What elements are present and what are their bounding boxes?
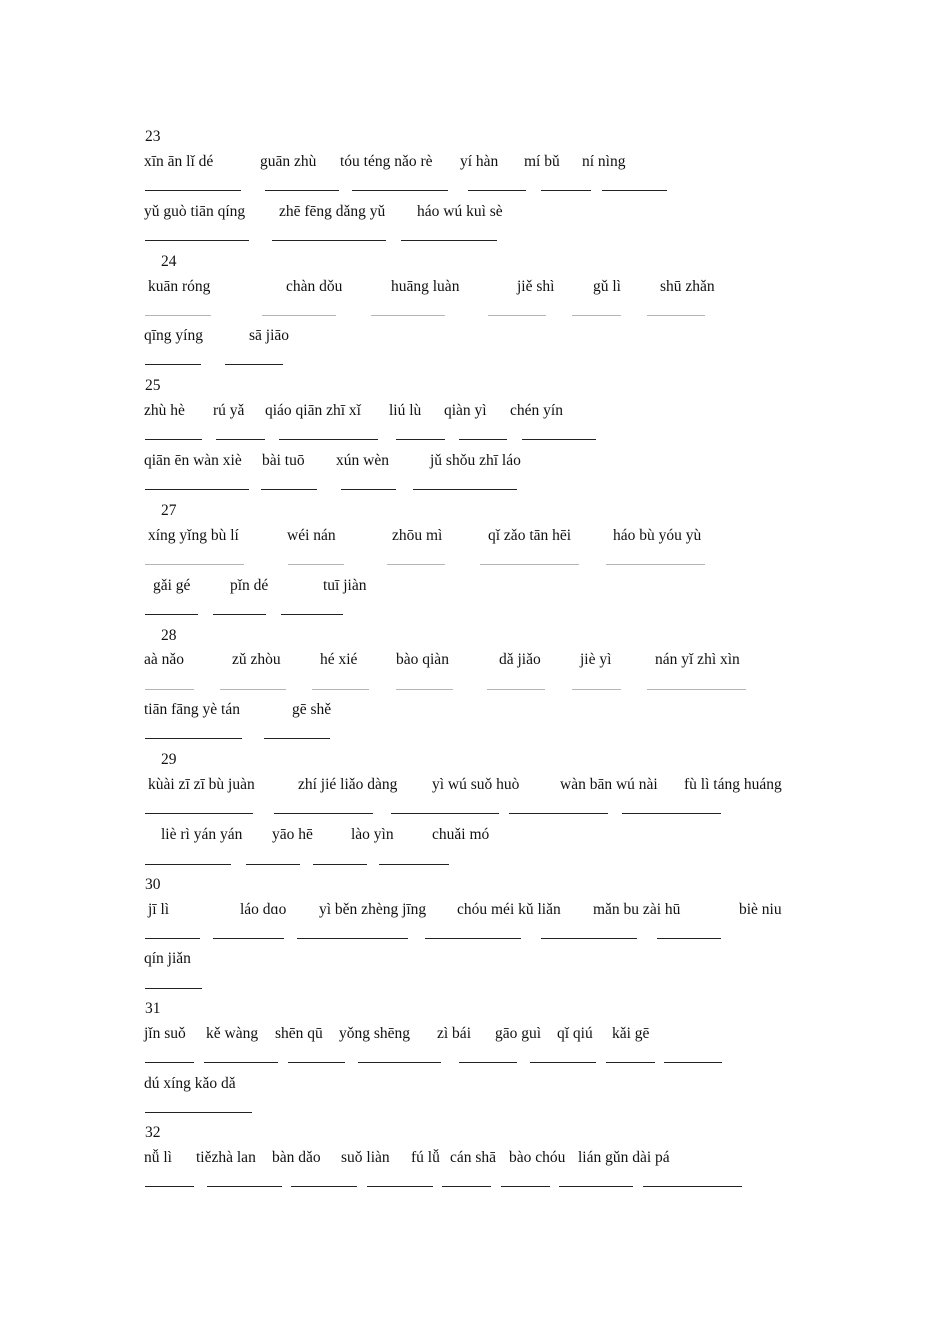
- answer-blank[interactable]: [291, 1186, 357, 1187]
- answer-blank[interactable]: [264, 738, 330, 739]
- answer-blank[interactable]: [281, 614, 343, 615]
- pinyin-word: guān zhù: [260, 153, 317, 170]
- section-number: 31: [145, 1000, 161, 1017]
- pinyin-word: liú lù: [389, 402, 422, 419]
- pinyin-word: tiān fāng yè tán: [144, 701, 240, 718]
- pinyin-word: kuān róng: [148, 278, 211, 295]
- pinyin-word: jǔ shǒu zhī láo: [430, 452, 521, 469]
- answer-blank[interactable]: [265, 190, 339, 191]
- answer-blank[interactable]: [459, 439, 507, 440]
- pinyin-word: kǎi gē: [612, 1025, 650, 1042]
- pinyin-word: cán shā: [450, 1149, 497, 1166]
- pinyin-word: mǎn bu zài hū: [593, 901, 681, 918]
- answer-blank[interactable]: [213, 938, 284, 939]
- pinyin-word: háo bù yóu yù: [613, 527, 702, 544]
- pinyin-word: liè rì yán yán: [161, 826, 243, 843]
- pinyin-word: yǔ guò tiān qíng: [144, 203, 246, 220]
- pinyin-word: shū zhǎn: [660, 278, 715, 295]
- answer-blank[interactable]: [602, 190, 667, 191]
- pinyin-word: yì wú suǒ huò: [432, 776, 520, 793]
- answer-blank[interactable]: [272, 240, 386, 241]
- pinyin-word: rú yǎ: [213, 402, 245, 419]
- pinyin-word: jiè yì: [580, 651, 612, 668]
- answer-blank[interactable]: [288, 1062, 345, 1063]
- answer-blank[interactable]: [145, 738, 242, 739]
- pinyin-word: qǐ zǎo tān hēi: [488, 527, 572, 544]
- pinyin-word: gē shě: [292, 701, 332, 718]
- answer-blank[interactable]: [401, 240, 497, 241]
- pinyin-word: suǒ liàn: [341, 1149, 390, 1166]
- answer-blank[interactable]: [274, 813, 373, 814]
- pinyin-word: chén yín: [510, 402, 563, 419]
- pinyin-word: biè niu: [739, 901, 782, 918]
- answer-blank[interactable]: [145, 564, 244, 565]
- answer-blank[interactable]: [145, 864, 231, 865]
- answer-blank[interactable]: [425, 938, 521, 939]
- answer-blank[interactable]: [220, 689, 286, 690]
- answer-blank[interactable]: [145, 1062, 194, 1063]
- answer-blank[interactable]: [288, 564, 344, 565]
- pinyin-word: dú xíng kǎo dǎ: [144, 1075, 236, 1092]
- pinyin-word: qīng yíng: [144, 327, 203, 344]
- answer-blank[interactable]: [488, 315, 546, 316]
- answer-blank[interactable]: [396, 689, 453, 690]
- answer-blank[interactable]: [313, 864, 367, 865]
- answer-blank[interactable]: [647, 689, 746, 690]
- pinyin-word: jī lì: [148, 901, 170, 918]
- pinyin-word: zhōu mì: [392, 527, 443, 544]
- section-number: 25: [145, 377, 161, 394]
- pinyin-word: láo dɑo: [240, 901, 287, 918]
- answer-blank[interactable]: [480, 564, 579, 565]
- pinyin-word: fù lì táng huáng: [684, 776, 782, 793]
- pinyin-word: xún wèn: [336, 452, 389, 469]
- answer-blank[interactable]: [442, 1186, 491, 1187]
- answer-blank[interactable]: [145, 689, 194, 690]
- pinyin-word: yǒng shēng: [339, 1025, 411, 1042]
- answer-blank[interactable]: [572, 315, 621, 316]
- answer-blank[interactable]: [559, 1186, 633, 1187]
- answer-blank[interactable]: [352, 190, 448, 191]
- answer-blank[interactable]: [530, 1062, 596, 1063]
- pinyin-word: mí bǔ: [524, 153, 560, 170]
- pinyin-word: qiàn yì: [444, 402, 487, 419]
- pinyin-word: jiě shì: [517, 278, 555, 295]
- answer-blank[interactable]: [279, 439, 378, 440]
- pinyin-word: zhù hè: [144, 402, 185, 419]
- pinyin-word: kùài zī zī bù juàn: [148, 776, 255, 793]
- pinyin-word: zhí jié liǎo dàng: [298, 776, 398, 793]
- pinyin-word: zǔ zhòu: [232, 651, 281, 668]
- pinyin-word: xíng yǐng bù lí: [148, 527, 239, 544]
- answer-blank[interactable]: [358, 1062, 441, 1063]
- answer-blank[interactable]: [145, 813, 253, 814]
- answer-blank[interactable]: [225, 364, 283, 365]
- answer-blank[interactable]: [501, 1186, 550, 1187]
- answer-blank[interactable]: [145, 938, 200, 939]
- answer-blank[interactable]: [541, 938, 637, 939]
- answer-blank[interactable]: [204, 1062, 278, 1063]
- answer-blank[interactable]: [145, 1112, 252, 1113]
- pinyin-word: bài tuō: [262, 452, 305, 469]
- pinyin-word: qǐ qiú: [557, 1025, 593, 1042]
- pinyin-word: sā jiāo: [249, 327, 290, 344]
- pinyin-word: chàn dǒu: [286, 278, 343, 295]
- pinyin-word: yāo hē: [272, 826, 313, 843]
- pinyin-word: kě wàng: [206, 1025, 259, 1042]
- answer-blank[interactable]: [413, 489, 517, 490]
- pinyin-word: chóu méi kǔ liǎn: [457, 901, 561, 918]
- section-number: 23: [145, 128, 161, 145]
- answer-blank[interactable]: [379, 864, 449, 865]
- pinyin-word: tuī jiàn: [323, 577, 367, 594]
- answer-blank[interactable]: [145, 364, 201, 365]
- pinyin-word: huāng luàn: [391, 278, 460, 295]
- answer-blank[interactable]: [213, 614, 266, 615]
- answer-blank[interactable]: [622, 813, 721, 814]
- pinyin-word: qín jiǎn: [144, 950, 191, 967]
- pinyin-word: bàn dǎo: [272, 1149, 321, 1166]
- section-number: 32: [145, 1124, 161, 1141]
- answer-blank[interactable]: [367, 1186, 433, 1187]
- answer-blank[interactable]: [145, 1186, 194, 1187]
- answer-blank[interactable]: [606, 1062, 655, 1063]
- pinyin-word: chuǎi mó: [432, 826, 490, 843]
- pinyin-word: bào chóu: [509, 1149, 566, 1166]
- section-number: 24: [161, 253, 177, 270]
- pinyin-word: xīn ān lǐ dé: [144, 153, 214, 170]
- answer-blank[interactable]: [145, 190, 241, 191]
- section-number: 27: [161, 502, 177, 519]
- pinyin-word: yí hàn: [460, 153, 499, 170]
- answer-blank[interactable]: [387, 564, 445, 565]
- pinyin-word: qiáo qiān zhī xǐ: [265, 402, 361, 419]
- answer-blank[interactable]: [145, 614, 198, 615]
- pinyin-word: pǐn dé: [230, 577, 269, 594]
- answer-blank[interactable]: [522, 439, 596, 440]
- section-number: 29: [161, 751, 177, 768]
- pinyin-word: jǐn suǒ: [144, 1025, 186, 1042]
- answer-blank[interactable]: [145, 988, 202, 989]
- answer-blank[interactable]: [391, 813, 499, 814]
- pinyin-word: bào qiàn: [396, 651, 449, 668]
- pinyin-word: gǎi gé: [153, 577, 191, 594]
- pinyin-word: aà nǎo: [144, 651, 185, 668]
- answer-blank[interactable]: [396, 439, 445, 440]
- pinyin-word: nǚ lì: [144, 1149, 172, 1166]
- pinyin-word: dǎ jiǎo: [499, 651, 541, 668]
- answer-blank[interactable]: [371, 315, 445, 316]
- pinyin-word: qiān ēn wàn xiè: [144, 452, 242, 469]
- answer-blank[interactable]: [643, 1186, 742, 1187]
- section-number: 30: [145, 876, 161, 893]
- answer-blank[interactable]: [541, 190, 591, 191]
- answer-blank[interactable]: [312, 689, 369, 690]
- answer-blank[interactable]: [468, 190, 526, 191]
- answer-blank[interactable]: [297, 938, 408, 939]
- pinyin-word: gǔ lì: [593, 278, 621, 295]
- pinyin-word: gāo guì: [495, 1025, 542, 1042]
- pinyin-word: shēn qū: [275, 1025, 323, 1042]
- pinyin-word: wàn bān wú nài: [560, 776, 658, 793]
- pinyin-word: tiězhà lan: [196, 1149, 256, 1166]
- pinyin-word: ní nìng: [582, 153, 626, 170]
- pinyin-word: nán yǐ zhì xìn: [655, 651, 740, 668]
- answer-blank[interactable]: [664, 1062, 722, 1063]
- pinyin-word: yì běn zhèng jīng: [319, 901, 427, 918]
- answer-blank[interactable]: [509, 813, 608, 814]
- answer-blank[interactable]: [145, 489, 249, 490]
- answer-blank[interactable]: [246, 864, 300, 865]
- pinyin-word: lián gǔn dài pá: [578, 1149, 670, 1166]
- pinyin-word: háo wú kuì sè: [417, 203, 503, 220]
- pinyin-word: zhē fēng dǎng yǔ: [279, 203, 386, 220]
- answer-blank[interactable]: [657, 938, 721, 939]
- answer-blank[interactable]: [145, 439, 202, 440]
- pinyin-word: fú lǚ: [411, 1149, 440, 1166]
- pinyin-word: hé xié: [320, 651, 358, 668]
- pinyin-word: tóu téng nǎo rè: [340, 153, 433, 170]
- answer-blank[interactable]: [459, 1062, 517, 1063]
- pinyin-word: lào yìn: [351, 826, 394, 843]
- answer-blank[interactable]: [341, 489, 396, 490]
- answer-blank[interactable]: [647, 315, 705, 316]
- answer-blank[interactable]: [606, 564, 705, 565]
- answer-blank[interactable]: [262, 315, 336, 316]
- answer-blank[interactable]: [216, 439, 265, 440]
- pinyin-word: wéi nán: [287, 527, 336, 544]
- pinyin-word: zì bái: [437, 1025, 471, 1042]
- answer-blank[interactable]: [261, 489, 317, 490]
- answer-blank[interactable]: [487, 689, 545, 690]
- answer-blank[interactable]: [572, 689, 621, 690]
- section-number: 28: [161, 627, 177, 644]
- answer-blank[interactable]: [145, 240, 249, 241]
- answer-blank[interactable]: [145, 315, 211, 316]
- answer-blank[interactable]: [207, 1186, 282, 1187]
